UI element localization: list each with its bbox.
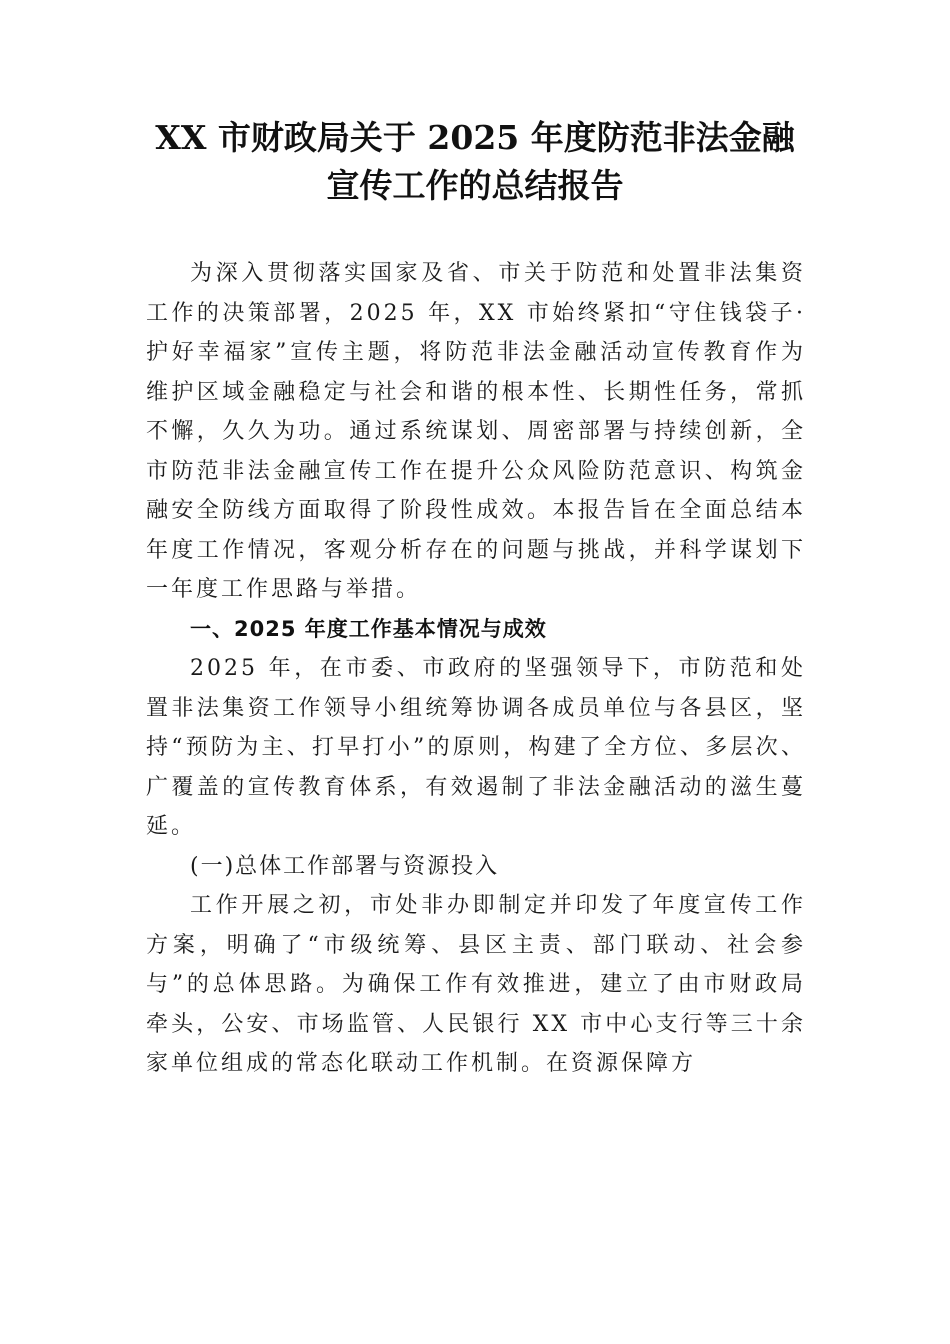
subsection-1-heading: (一)总体工作部署与资源投入 — [190, 853, 500, 879]
section-1-paragraph: 2025 年，在市委、市政府的坚强领导下，市防范和处置非法集资工作领导小组统筹协调各成员单位与各县区，坚持“预防为主、打早打小”的原则，构建了全方位、多层次、广覆盖的宣传教育体系，有效遏制了非法金融活动的滋生蔓延。 — [146, 656, 806, 839]
section-1-heading: 一、2025 年度工作基本情况与成效 — [190, 616, 547, 641]
document-body — [146, 254, 806, 1084]
subsection-1-paragraph: 工作开展之初，市处非办即制定并印发了年度宣传工作方案，明确了“市级统筹、县区主责、部门联动、社会参与”的总体思路。为确保工作有效推进，建立了由市财政局牵头，公安、市场监管、人民银行 XX 市中心支行等三十余家单位组成的常态化联动工作机制。在资源保障方 — [146, 893, 806, 1076]
title-line-1: XX 市财政局关于 2025 年度防范非法金融 — [155, 118, 795, 157]
title-line-2: 宣传工作的总结报告 — [326, 166, 624, 205]
intro-paragraph: 为深入贯彻落实国家及省、市关于防范和处置非法集资工作的决策部署，2025 年，XX 市始终紧扣“守住钱袋子·护好幸福家”宣传主题，将防范非法金融活动宣传教育作为维护区域金融稳定与社会和谐的根本性、长期性任务，常抓不懈，久久为功。通过系统谋划、周密部署与持续创新，全市防范非法金融宣传工作在提升公众风险防范意识、构筑金融安全防线方面取得了阶段性成效。本报告旨在全面总结本年度工作情况，客观分析存在的问题与挑战，并科学谋划下一年度工作思路与举措。 — [146, 261, 806, 602]
document-title — [140, 114, 810, 210]
